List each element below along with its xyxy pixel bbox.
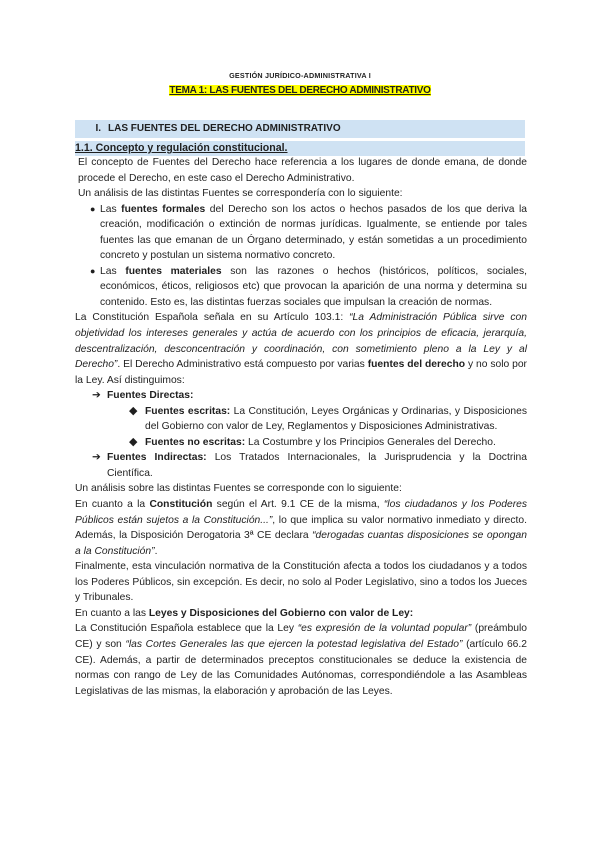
paragraph: Un análisis de las distintas Fuentes se correspondería con lo siguiente: [78, 188, 403, 200]
list-item: ◆ Fuentes escritas: La Constitución, Leyes Orgánicas y Ordinarias, y Disposiciones del Gobierno con valor de Ley, Reglamentos y Disposiciones Administrativas. [129, 404, 528, 433]
list-item: ➔ Fuentes Directas: [75, 388, 527, 404]
right-arrow-icon: ➔ [92, 452, 101, 464]
section-title: LAS FUENTES DEL DERECHO ADMINISTRATIVO [108, 123, 341, 134]
paragraph: La Constitución Española establece que la Ley “es expresión de la voluntad popular” (preámbulo CE) y son “las Cortes Generales las que ejercen la potestad legislativa del Estado” (artículo 66.2 CE). Además, a partir de determinados preceptos constitucionales se deduce la existencia de normas con rango de Ley de las Comunidades Autónomas, correspondiéndole a las Asambleas Legislativas de las mismas, la elaboración y aprobación de las Leyes. [75, 623, 527, 697]
list-item: ◆ Fuentes no escritas: La Costumbre y los Principios Generales del Derecho. [75, 435, 527, 451]
paragraph: En cuanto a las Leyes y Disposiciones del Gobierno con valor de Ley: [75, 607, 414, 619]
arrow-list [75, 388, 527, 404]
paragraph: Un análisis sobre las distintas Fuentes se corresponde con lo siguiente: [75, 483, 402, 495]
paragraph: Finalmente, esta vinculación normativa de la Constitución afecta a todos los ciudadanos y a todos los Poderes Públicos, sin excepción. Es decir, no solo al Poder Legislativo, sino a todos los Jueces y Tribunales. [75, 561, 527, 604]
list-item: ➔ Fuentes Indirectas: Los Tratados Internacionales, la Jurisprudencia y la Doctrina Científica. [92, 452, 527, 479]
list-item: ● Las fuentes formales del Derecho son los actos o hechos pasados de los que deriva la creación, modificación o extinción de normas jurídicas. Igualmente, se entiende por tales fuentes las que emanan de un Órgano determinado, y están sometidas a un procedimiento concreto y postulan un sistema normativo concreto. [90, 203, 528, 262]
paragraph: La Constitución Española señala en su Artículo 103.1: “La Administración Pública sirve con objetividad los intereses generales y actúa de acuerdo con los principios de eficacia, jerarquía, descentralización, desconcentración y coordinación, con sometimiento pleno a la Ley y al Derecho”. El Derecho Administrativo está compuesto por varias fuentes del derecho y no solo por la Ley. Así distinguimos: [75, 312, 527, 386]
bullet-list [75, 202, 527, 311]
diamond-icon: ◆ [129, 435, 138, 448]
subsection-heading: 1.1. Concepto y regulación constitucional. [75, 141, 525, 156]
arrow-list [75, 450, 527, 481]
document-body [75, 155, 527, 699]
paragraph: En cuanto a la Constitución según el Art. 9.1 CE de la misma, “los ciudadanos y los Poderes Públicos están sujetos a la Constitución...”, lo que implica su valor normativo inmediato y directo. Además, la Disposición Derogatoria 3ª CE declara “derogadas cuantas disposiciones se opongan a la Constitución”. [75, 499, 528, 557]
course-header: GESTIÓN JURÍDICO-ADMINISTRATIVA I [229, 71, 371, 80]
diamond-list [75, 404, 527, 451]
section-number: I. [95, 123, 101, 134]
section-heading [75, 120, 525, 138]
list-item: ● Las fuentes materiales son las razones o hechos (históricos, políticos, sociales, económicos, éticos, religiosos etc) que provocan la aparición de una norma y determina su contenido. Esto es, las distintas fuerzas sociales que impulsan la creación de normas. [90, 265, 527, 308]
topic-title: TEMA 1: LAS FUENTES DEL DERECHO ADMINISTRATIVO [169, 85, 431, 96]
bullet-icon: ● [90, 203, 96, 214]
paragraph: El concepto de Fuentes del Derecho hace referencia a los lugares de donde emana, de donde procede el Derecho, en este caso el Derecho Administrativo. [78, 157, 527, 184]
bullet-icon: ● [90, 265, 96, 276]
right-arrow-icon: ➔ [92, 390, 101, 402]
diamond-icon: ◆ [129, 404, 138, 417]
